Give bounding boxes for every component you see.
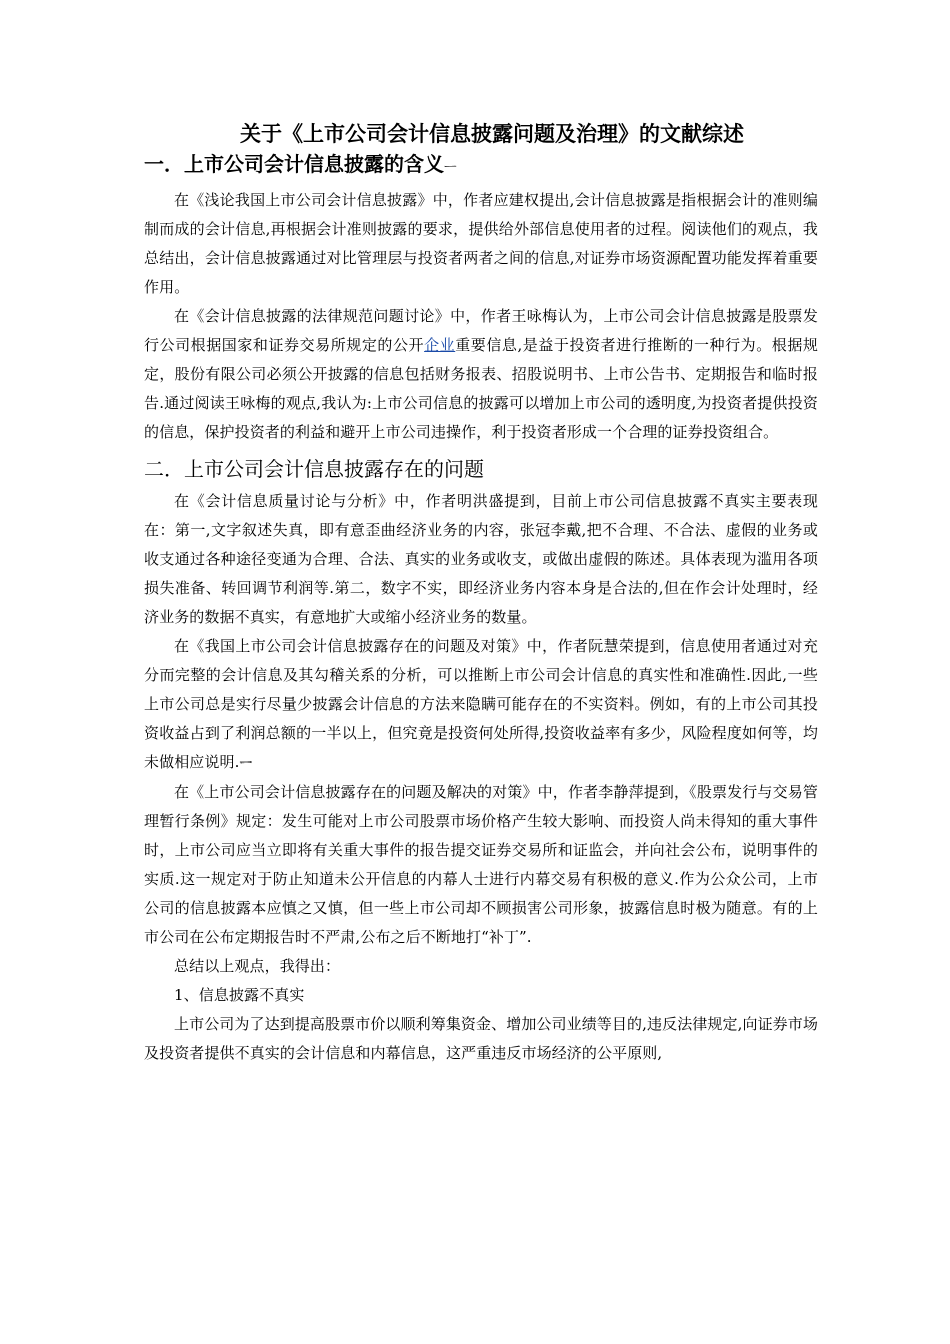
section-2-list-item-1: 1、信息披露不真实 xyxy=(174,986,305,1004)
section-2-paragraph-2 xyxy=(144,632,818,778)
section-2-paragraph-2-mark: ᆖ xyxy=(239,756,253,771)
section-2-paragraph-3: 在《上市公司会计信息披露存在的问题及解决的对策》中，作者李静萍提到，《股票发行与交易管理暂行条例》规定：发生可能对上市公司股票市场价格产生较大影响、而投资人尚未得知的重大事件时，上市公司应当立即将有关重大事件的报告提交证券交易所和证监会，并向社会公布，说明事件的实质.这一规定对于防止知道未公开信息的内幕人士进行内幕交易有积极的意义.作为公众公司，上市公司的信息披露本应慎之又慎，但一些上市公司却不顾损害公司形象，披露信息时极为随意。有的上市公司在公布定期报告时不严肃,公布之后不断地打“补丁”. xyxy=(144,783,818,946)
section-2-heading: 二．上市公司会计信息披露存在的问题 xyxy=(144,457,484,481)
section-1-heading-mark: ᅳ xyxy=(444,160,457,175)
section-2-paragraph-4: 总结以上观点，我得出： xyxy=(174,957,341,975)
section-1-heading-text: 一．上市公司会计信息披露的含义 xyxy=(144,152,444,176)
enterprise-link[interactable]: 企业 xyxy=(424,336,456,354)
section-1-paragraph-2-end: 重要信息,是益于投资者进行推断的一种行为。根据规定，股份有限公司必须公开披露的信息包括财务报表、招股说明书、上市公告书、定期报告和临时报告.通过阅读王咏梅的观点,我认为:上市公司信息的披露可以增加上市公司的透明度,为投资者提供投资的信息，保护投资者的利益和避开上市公司违操作，利于投资者形成一个合理的证券投资组合。 xyxy=(144,336,819,441)
section-1-heading xyxy=(144,150,818,182)
section-1-paragraph-1: 在《浅论我国上市公司会计信息披露》中，作者应建权提出,会计信息披露是指根据会计的准则编制而成的会计信息,再根据会计准则披露的要求，提供给外部信息使用者的过程。阅读他们的观点，我总结出，会计信息披露通过对比管理层与投资者两者之间的信息,对证券市场资源配置功能发挥着重要作用。 xyxy=(144,191,818,296)
section-2-paragraph-2-text: 在《我国上市公司会计信息披露存在的问题及对策》中，作者阮慧荣提到，信息使用者通过对充分而完整的会计信息及其勾稽关系的分析，可以推断上市公司会计信息的真实性和准确性.因此,一些上市公司总是实行尽量少披露会计信息的方法来隐瞒可能存在的不实资料。例如，有的上市公司其投资收益占到了利润总额的一半以上，但究竟是投资何处所得,投资收益率有多少，风险程度如何等，均未做相应说明. xyxy=(144,637,818,771)
document-title: 关于《上市公司会计信息披露问题及治理》的文献综述 xyxy=(240,122,744,146)
section-1-paragraph-2 xyxy=(144,302,818,447)
section-2-paragraph-1: 在《会计信息质量讨论与分析》中，作者明洪盛提到，目前上市公司信息披露不真实主要表现在：第一,文字叙述失真，即有意歪曲经济业务的内容，张冠李戴,把不合理、不合法、虚假的业务或收支通过各种途径变通为合理、合法、真实的业务或收支，或做出虚假的陈述。具体表现为滥用各项损失准备、转回调节利润等.第二，数字不实，即经济业务内容本身是合法的,但在作会计处理时，经济业务的数据不真实，有意地扩大或缩小经济业务的数量。 xyxy=(144,492,818,626)
document-page xyxy=(144,118,818,1068)
section-2-paragraph-5: 上市公司为了达到提高股票市价以顺利筹集资金、增加公司业绩等目的,违反法律规定,向证券市场及投资者提供不真实的会计信息和内幕信息，这严重违反市场经济的公平原则, xyxy=(144,1015,818,1062)
section-1-paragraph-2-start: 在《会计信息披露的法律规范问题讨论》中，作者王咏梅认为，上市公司会计信息披露是股票发行公司根据国家和证券交易所规定的公开 xyxy=(144,307,818,354)
